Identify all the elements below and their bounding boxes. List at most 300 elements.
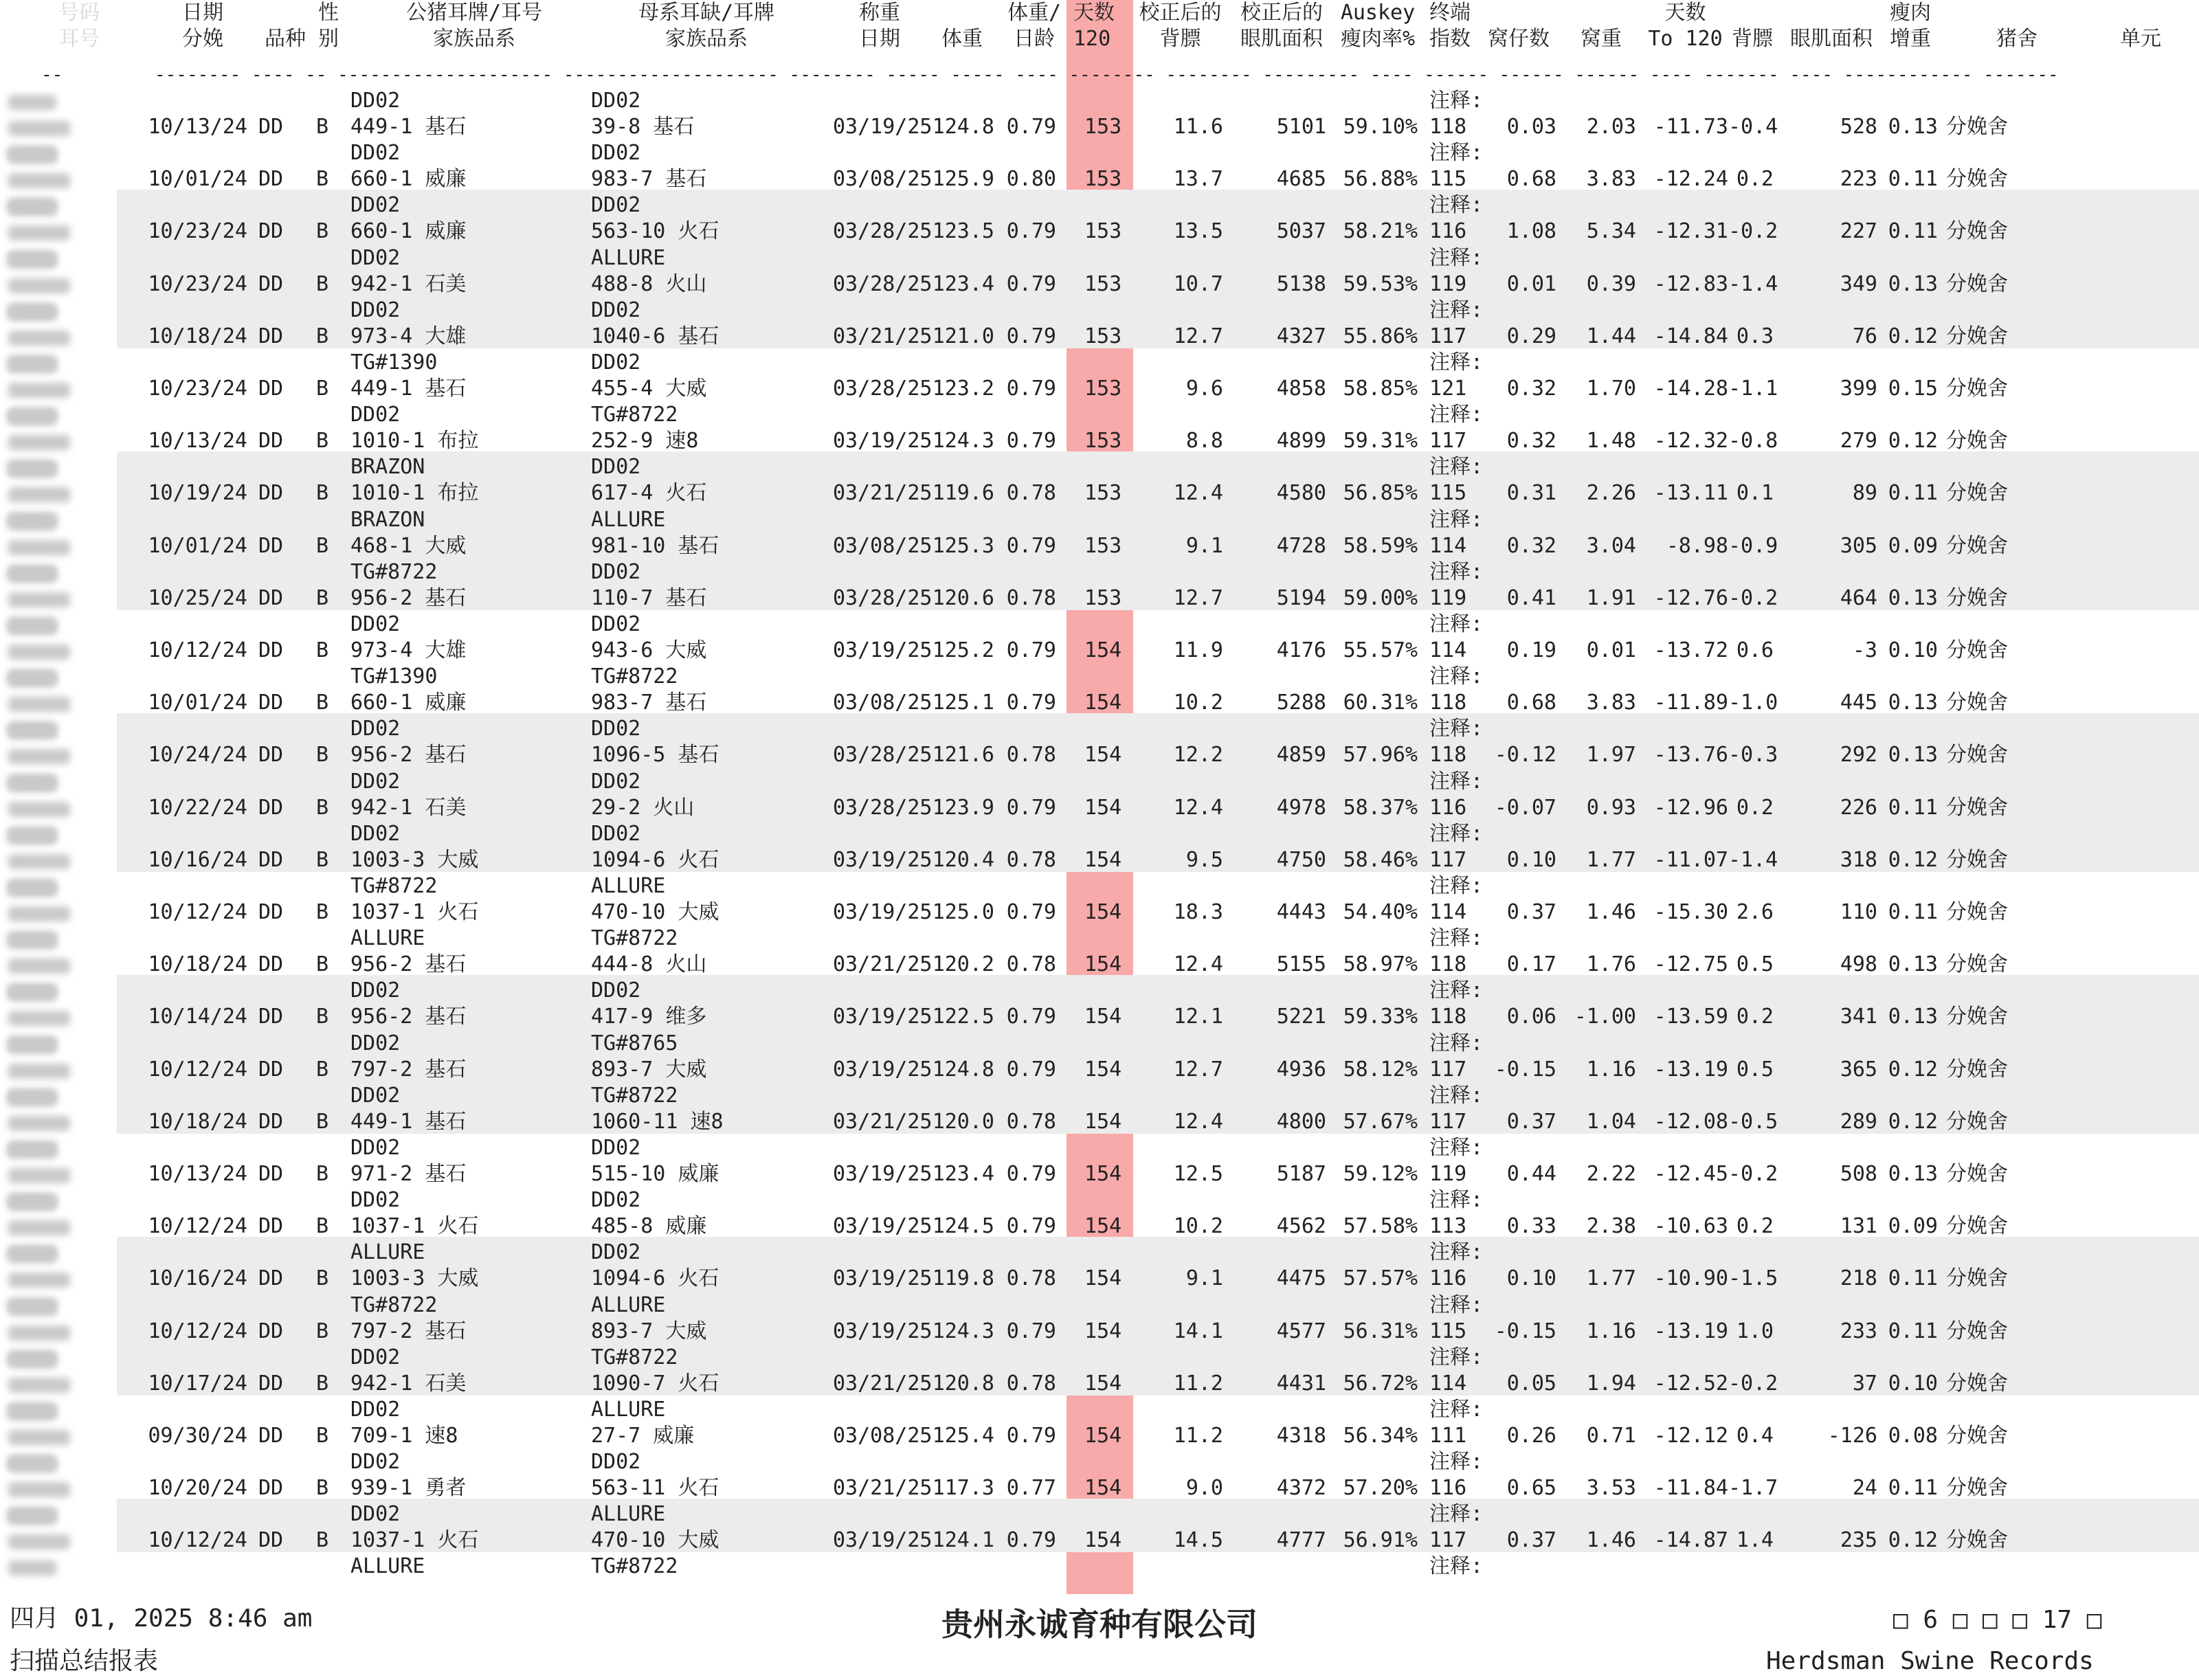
- cell-lean-pct: 60.31%: [1343, 691, 1418, 715]
- cell-terminal-index: 118: [1429, 115, 1467, 139]
- cell-dam-id: 893-7 大威: [591, 1057, 707, 1082]
- cell-lean-pct: 58.21%: [1343, 219, 1418, 243]
- cell-note-label: 注释:: [1429, 1240, 1484, 1264]
- cell-breed: DD: [258, 1214, 284, 1238]
- cell-weight: 122.5: [932, 1005, 994, 1029]
- cell-terminal-index: 116: [1429, 219, 1467, 243]
- cell-dam-id: 39-8 基石: [591, 115, 695, 139]
- cell-loin-area-2: 235: [1840, 1528, 1877, 1552]
- cell-sex: B: [316, 743, 329, 767]
- cell-sire-line: TG#8722: [350, 1293, 438, 1317]
- cell-weight: 125.4: [932, 1424, 994, 1448]
- cell-litter-weight: 0.93: [1586, 796, 1636, 820]
- cell-note-label: 注释:: [1429, 978, 1484, 1003]
- cell-backfat: 12.4: [1173, 1110, 1223, 1134]
- cell-adg: 0.79: [1006, 377, 1056, 401]
- cell-barn: 分娩舍: [1946, 743, 2008, 767]
- cell-litter-count: 0.41: [1506, 586, 1556, 610]
- cell-breed: DD: [258, 848, 284, 872]
- redacted-id: [8, 985, 56, 1000]
- cell-note-label: 注释:: [1429, 508, 1484, 532]
- redacted-id: [8, 854, 70, 869]
- cell-sex: B: [316, 481, 329, 505]
- cell-days-120: 153: [1084, 219, 1122, 243]
- cell-to-120: -13.76: [1653, 743, 1728, 767]
- redacted-id: [8, 1168, 70, 1183]
- cell-lean-pct: 57.57%: [1343, 1266, 1418, 1290]
- cell-terminal-index: 117: [1429, 1057, 1467, 1082]
- cell-birth-date: 10/13/24: [148, 429, 247, 453]
- cell-breed: DD: [258, 638, 284, 662]
- redacted-id: [8, 1116, 70, 1131]
- cell-barn: 分娩舍: [1946, 324, 2008, 348]
- cell-terminal-index: 116: [1429, 1476, 1467, 1500]
- cell-adg: 0.79: [1006, 1057, 1056, 1082]
- cell-adg: 0.78: [1006, 586, 1056, 610]
- cell-loin-area: 5138: [1276, 272, 1326, 296]
- cell-backfat: 14.1: [1173, 1319, 1223, 1343]
- cell-lean-gain: 0.12: [1888, 848, 1938, 872]
- cell-dam-id: 1096-5 基石: [591, 743, 719, 767]
- header-dam-2: 家族品系: [665, 27, 748, 51]
- cell-dam-line: TG#8722: [591, 1554, 678, 1578]
- cell-to-120: -12.31: [1653, 219, 1728, 243]
- cell-weigh-date: 03/19/25: [833, 1005, 933, 1029]
- cell-sex: B: [316, 952, 329, 976]
- cell-litter-weight: 3.53: [1586, 1476, 1636, 1500]
- cell-to-120: -15.30: [1653, 900, 1728, 924]
- header-sire-1: 公猪耳牌/耳号: [405, 1, 543, 25]
- cell-lean-pct: 58.97%: [1343, 952, 1418, 976]
- cell-weigh-date: 03/08/25: [833, 534, 933, 558]
- redacted-id: [8, 461, 56, 476]
- cell-barn: 分娩舍: [1946, 1528, 2008, 1552]
- cell-litter-weight: 1.46: [1586, 900, 1636, 924]
- cell-litter-weight: 1.97: [1586, 743, 1636, 767]
- cell-lean-gain: 0.12: [1888, 324, 1938, 348]
- redacted-id: [8, 1273, 70, 1288]
- cell-adg: 0.78: [1006, 1266, 1056, 1290]
- cell-lean-pct: 56.91%: [1343, 1528, 1418, 1552]
- cell-loin-area: 5194: [1276, 586, 1326, 610]
- cell-backfat-2: -0.2: [1728, 1162, 1778, 1186]
- report-page: 号码 耳号 日期 分娩 品种 性 别 公猪耳牌/耳号 家族品系 母系耳缺/耳牌 家族品系 称重 日期 体重 体重/ 日龄 天数 120 校正后的 背膘 校正后的 眼肌面积 Auskey 瘦肉率% 终端 指数 窝仔数 窝重 天数 To 120 背膘 眼肌面积 瘦肉 增重 猪舍 单元 -- -------- ---- -- -------------------- -------------------- -------- ----- ----- ---- -------- -------- --------- ---- ------ ------ ------ ---- ------- ---- ------------ ------- 10/13/24 DD B DD02 449-1 基石 DD02 39-8 基石 03/19/25 124.8 0.79 153 11.6 5101 59.10% 注释: 118 0.03 2.03 -11.73 -0.4 528 0.13 分娩舍 10/01/24 DD B DD02 660-1 威廉 DD02 983-7 基石 03/08/25 125.9 0.80 153 13.7 4685 56.88% 注释: 115 0.68 3.83 -12.24 0.2 223 0.11 分娩舍 10/23/24 DD B DD02 660-1 威廉 DD02 563-10 火石 03/28/25 123.5 0.79 153 13.5 5037 58.21% 注释: 116 1.08 5.34 -12.31 -0.2 227 0.11 分娩舍 10/23/24 DD B DD02 942-1 石美 ALLURE 488-8 火山 03/28/25 123.4 0.79 153 10.7 5138 59.53% 注释: 119 0.01 0.39 -12.83 -1.4 349 0.13 分娩舍 10/18/24 DD B DD02 973-4 大雄 DD02 1040-6 基石 03/21/25 121.0 0.79 153 12.7 4327 55.86% 注释: 117 0.29 1.44 -14.84 0.3 76 0.12 分娩舍 10/23/24 DD B TG#1390 449-1 基石 DD02 455-4 大威 03/28/25 123.2 0.79 153 9.6 4858 58.85% 注释: 121 0.32 1.70 -14.28 -1.1 399 0.15 分娩舍 10/13/24 DD B DD02 1010-1 布拉 TG#8722 252-9 速8 03/19/25 124.3 0.79 153 8.8 4899 59.31% 注释: 117 0.32 1.48 -12.32 -0.8 279 0.12 分娩舍 10/19/24 DD B BRAZON 1010-1 布拉 DD02 617-4 火石 03/21/25 119.6 0.78 153 12.4 4580 56.85% 注释: 115 0.31 2.26 -13.11 0.1 89 0.11 分娩舍 10/01/24 DD B BRAZON 468-1 大威 ALLURE 981-10 基石 03/08/25 125.3 0.79 153 9.1 4728 58.59% 注释: 114 0.32 3.04 -8.98 -0.9 305 0.09 分娩舍 10/25/24 DD B TG#8722 956-2 基石 DD02 110-7 基石 03/28/25 120.6 0.78 153 12.7 5194 59.00% 注释: 119 0.41 1.91 -12.76 -0.2 464 0.13 分娩舍 10/12/24 DD B DD02 973-4 大雄 DD02 943-6 大威 03/19/25 125.2 0.79 154 11.9 4176 55.57% 注释: 114 0.19 0.01 -13.72 0.6 -3 0.10 分娩舍 10/01/24 DD B TG#1390 660-1 威廉 TG#8722 983-7 基石 03/08/25 125.1 0.79 154 10.2 5288 60.31% 注释: 118 0.68 3.83 -11.89 -1.0 445 0.13 分娩舍 10/24/24 DD B DD02 956-2 基石 DD02 1096-5 基石 03/28/25 121.6 0.78 154 12.2 4859 57.96% 注释: 118 -0.12 1.97 -13.76 -0.3 292 0.13 分娩舍 10/22/24 DD B DD02 942-1 石美 DD02 29-2 火山 03/28/25 123.9 0.79 154 12.4 4978 58.37% 注释: 116 -0.07 0.93 -12.96 0.2 226 0.11 分娩舍 10/16/24 DD B DD02 1003-3 大威 DD02 1094-6 火石 03/19/25 120.4 0.78 154 9.5 4750 58.46% 注释: 117 0.10 1.77 -11.07 -1.4 318 0.12 分娩舍 10/12/24 DD B TG#8722 1037-1 火石 ALLURE 470-10 大威 03/19/25 125.0 0.79 154 18.3 4443 54.40% 注释: 114 0.37 1.46 -15.30 2.6 110 0.11 分娩舍 10/18/24 DD B ALLURE 956-2 基石 TG#8722 444-8 火山 03/21/25 120.2 0.78 154 12.4 5155 58.97% 注释: 118 0.17 1.76 -12.75 0.5 498 0.13 分娩舍 10/14/24 DD B DD02 956-2 基石 DD02 417-9 维多 03/19/25 122.5 0.79 154 12.1 5221 59.33% 注释: 118 0.06 -1.00 -13.59 0.2 341 0.13 分娩舍 10/12/24 DD B DD02 797-2 基石 TG#8765 893-7 大威 03/19/25 124.8 0.79 154 12.7 4936 58.12% 注释: 117 -0.15 1.16 -13.19 0.5 365 0.12 分娩舍 10/18/24 DD B DD02 449-1 基石 TG#8722 1060-11 速8 03/21/25 120.0 0.78 154 12.4 4800 57.67% 注释: 117 0.37 1.04 -12.08 -0.5 289 0.12 分娩舍 10/13/24 DD B DD02 971-2 基石 DD02 515-10 威廉 03/19/25 123.4 0.79 154 12.5 5187 59.12% 注释: 119 0.44 2.22 -12.45 -0.2 508 0.13 分娩舍 10/12/24 DD B DD02 1037-1 火石 DD02 485-8 威廉 03/19/25 124.5 0.79 154 10.2 4562 57.58% 注释: 113 0.33 2.38 -10.63 0.2 131 0.09 分娩舍 10/16/24 DD B ALLURE 1003-3 大威 DD02 1094-6 火石 03/19/25 119.8 0.78 154 9.1 4475 57.57% 注释: 116 0.10 1.77 -10.90 -1.5 218 0.11 分娩舍 10/12/24 DD B TG#8722 797-2 基石 ALLURE 893-7 大威 03/19/25 124.3 0.79 154 14.1 4577 56.31% 注释: 115 -0.15 1.16 -13.19 1.0 233 0.11 分娩舍 10/17/24 DD B DD02 942-1 石美 TG#8722 1090-7 火石 03/21/25 120.8 0.78 154 11.2 4431 56.72% 注释: 114 0.05 1.94 -12.52 -0.2 37 0.10 分娩舍 09/30/24 DD B DD02 709-1 速8 ALLURE 27-7 威廉 03/08/25 125.4 0.79 154 11.2 4318 56.34% 注释: 111 0.26 0.71 -12.12 0.4 -126 0.08 分娩舍 10/20/24 DD B DD02 939-1 勇者 DD02 563-11 火石 03/21/25 117.3 0.77 154 9.0 4372 57.20% 注释: 116 0.65 3.53 -11.84 -1.7 24 0.11 分娩舍 10/12/24 DD B DD02 1037-1 火石 ALLURE 470-10 大威 03/19/25 124.1 0.79 154 14.5 4777 56.91% 注释: 117 0.37 1.46 -14.87 1.4 235 0.12 分娩舍 ALLURE TG#8722 注释: 四月 01, 2025 8:46 am 扫描总结报表 贵州永诚育种有限公司 □ 6 □ □ □ 17 □ Herdsman Swine Records: [0, 0, 2199, 1680]
- cell-terminal-index: 114: [1429, 900, 1467, 924]
- cell-litter-weight: 1.16: [1586, 1319, 1636, 1343]
- cell-dam-line: DD02: [591, 298, 641, 322]
- cell-loin-area-2: 110: [1840, 900, 1877, 924]
- cell-sire-line: TG#1390: [350, 350, 438, 374]
- header-adg-2: 日龄: [1014, 27, 1055, 51]
- cell-loin-area: 4750: [1276, 848, 1326, 872]
- cell-weigh-date: 03/19/25: [833, 900, 933, 924]
- cell-weigh-date: 03/21/25: [833, 1476, 933, 1500]
- cell-birth-date: 10/17/24: [148, 1371, 247, 1396]
- header-adg-1: 体重/: [1007, 1, 1062, 25]
- cell-birth-date: 09/30/24: [148, 1424, 247, 1448]
- cell-birth-date: 10/01/24: [148, 534, 247, 558]
- cell-backfat: 9.6: [1185, 377, 1223, 401]
- cell-litter-count: 0.17: [1506, 952, 1556, 976]
- cell-weigh-date: 03/19/25: [833, 115, 933, 139]
- cell-litter-weight: 3.04: [1586, 534, 1636, 558]
- redacted-id: [8, 1194, 56, 1209]
- cell-backfat-2: -1.7: [1728, 1476, 1778, 1500]
- cell-loin-area-2: 464: [1840, 586, 1877, 610]
- cell-sex: B: [316, 167, 329, 191]
- cell-lean-pct: 54.40%: [1343, 900, 1418, 924]
- software-name: Herdsman Swine Records: [1766, 1647, 2094, 1675]
- redacted-id: [8, 1404, 56, 1419]
- cell-note-label: 注释:: [1429, 246, 1484, 270]
- cell-loin-area-2: 227: [1840, 219, 1877, 243]
- header-terminal-2: 指数: [1429, 27, 1471, 51]
- cell-lean-pct: 56.31%: [1343, 1319, 1418, 1343]
- cell-birth-date: 10/20/24: [148, 1476, 247, 1500]
- cell-weigh-date: 03/28/25: [833, 272, 933, 296]
- cell-barn: 分娩舍: [1946, 1476, 2008, 1500]
- cell-lean-pct: 58.46%: [1343, 848, 1418, 872]
- cell-sire-line: DD02: [350, 193, 401, 217]
- cell-breed: DD: [258, 534, 284, 558]
- cell-backfat: 13.7: [1173, 167, 1223, 191]
- cell-days-120: 154: [1084, 1057, 1122, 1082]
- redacted-id: [8, 1011, 70, 1026]
- cell-sire-line: TG#1390: [350, 664, 438, 688]
- cell-terminal-index: 118: [1429, 952, 1467, 976]
- cell-dam-line: ALLURE: [591, 1398, 666, 1422]
- redacted-id: [8, 1064, 70, 1079]
- cell-breed: DD: [258, 115, 284, 139]
- redacted-id: [8, 1299, 56, 1314]
- cell-lean-pct: 59.31%: [1343, 429, 1418, 453]
- cell-loin-area-2: 37: [1852, 1371, 1877, 1396]
- redacted-id: [8, 331, 70, 346]
- cell-days-120: 154: [1084, 1266, 1122, 1290]
- cell-loin-area: 4800: [1276, 1110, 1326, 1134]
- cell-dam-line: ALLURE: [591, 508, 666, 532]
- cell-sire-id: 660-1 威廉: [350, 219, 467, 243]
- cell-days-120: 153: [1084, 481, 1122, 505]
- cell-terminal-index: 117: [1429, 848, 1467, 872]
- cell-sire-id: 797-2 基石: [350, 1057, 467, 1082]
- cell-dam-id: 417-9 维多: [591, 1005, 707, 1029]
- cell-sire-line: DD02: [350, 298, 401, 322]
- cell-sire-id: 709-1 速8: [350, 1424, 458, 1448]
- cell-lean-gain: 0.12: [1888, 1110, 1938, 1134]
- redacted-id: [8, 1508, 56, 1523]
- cell-breed: DD: [258, 219, 284, 243]
- cell-adg: 0.79: [1006, 219, 1056, 243]
- cell-backfat-2: -1.0: [1728, 691, 1778, 715]
- cell-sire-id: 1003-3 大威: [350, 848, 479, 872]
- cell-lean-pct: 57.58%: [1343, 1214, 1418, 1238]
- header-weighdate-2: 日期: [859, 27, 900, 51]
- cell-sire-id: 1037-1 火石: [350, 900, 479, 924]
- redacted-id: [8, 1456, 56, 1471]
- cell-loin-area-2: 289: [1840, 1110, 1877, 1134]
- cell-weight: 121.6: [932, 743, 994, 767]
- cell-litter-weight: 1.77: [1586, 1266, 1636, 1290]
- cell-days-120: 154: [1084, 1424, 1122, 1448]
- cell-sex: B: [316, 429, 329, 453]
- cell-dam-id: 1094-6 火石: [591, 848, 719, 872]
- cell-lean-gain: 0.13: [1888, 586, 1938, 610]
- cell-loin-area-2: 445: [1840, 691, 1877, 715]
- cell-birth-date: 10/12/24: [148, 1057, 247, 1082]
- cell-backfat-2: -0.4: [1728, 115, 1778, 139]
- cell-birth-date: 10/19/24: [148, 481, 247, 505]
- cell-backfat-2: -0.2: [1728, 586, 1778, 610]
- redacted-id: [8, 1352, 56, 1367]
- redacted-id: [8, 514, 56, 529]
- cell-backfat-2: 0.1: [1736, 481, 1774, 505]
- cell-to-120: -13.19: [1653, 1319, 1728, 1343]
- cell-dam-line: TG#8722: [591, 664, 678, 688]
- cell-to-120: -14.28: [1653, 377, 1728, 401]
- cell-dam-line: DD02: [591, 89, 641, 113]
- cell-loin-area-2: -126: [1827, 1424, 1877, 1448]
- cell-dam-id: 617-4 火石: [591, 481, 707, 505]
- cell-to-120: -12.75: [1653, 952, 1728, 976]
- cell-sex: B: [316, 691, 329, 715]
- cell-weight: 124.8: [932, 1057, 994, 1082]
- cell-dam-id: 1060-11 速8: [591, 1110, 724, 1134]
- cell-breed: DD: [258, 1110, 284, 1134]
- redacted-id: [8, 932, 56, 948]
- cell-backfat-2: -0.2: [1728, 219, 1778, 243]
- cell-litter-weight: 1.16: [1586, 1057, 1636, 1082]
- cell-adg: 0.79: [1006, 1005, 1056, 1029]
- cell-backfat: 12.5: [1173, 1162, 1223, 1186]
- cell-sire-id: 942-1 石美: [350, 272, 467, 296]
- cell-terminal-index: 121: [1429, 377, 1467, 401]
- cell-adg: 0.79: [1006, 796, 1056, 820]
- cell-note-label: 注释:: [1429, 1450, 1484, 1474]
- cell-loin-area-2: 223: [1840, 167, 1877, 191]
- cell-sire-id: 956-2 基石: [350, 1005, 467, 1029]
- header-loin2: 眼肌面积: [1790, 27, 1873, 51]
- cell-litter-count: 0.37: [1506, 1110, 1556, 1134]
- cell-backfat-2: -1.4: [1728, 272, 1778, 296]
- cell-lean-gain: 0.13: [1888, 743, 1938, 767]
- cell-dam-line: DD02: [591, 1450, 641, 1474]
- cell-loin-area: 4431: [1276, 1371, 1326, 1396]
- cell-barn: 分娩舍: [1946, 1005, 2008, 1029]
- cell-terminal-index: 114: [1429, 1371, 1467, 1396]
- cell-weight: 123.9: [932, 796, 994, 820]
- cell-litter-count: 0.32: [1506, 429, 1556, 453]
- cell-sire-line: DD02: [350, 403, 401, 427]
- cell-backfat: 11.2: [1173, 1371, 1223, 1396]
- cell-adg: 0.78: [1006, 481, 1056, 505]
- cell-barn: 分娩舍: [1946, 219, 2008, 243]
- cell-to-120: -12.52: [1653, 1371, 1728, 1396]
- cell-backfat: 10.2: [1173, 1214, 1223, 1238]
- cell-adg: 0.78: [1006, 952, 1056, 976]
- cell-loin-area: 4580: [1276, 481, 1326, 505]
- cell-birth-date: 10/23/24: [148, 272, 247, 296]
- cell-litter-count: 0.06: [1506, 1005, 1556, 1029]
- cell-litter-weight: 1.46: [1586, 1528, 1636, 1552]
- cell-breed: DD: [258, 952, 284, 976]
- cell-sire-id: 797-2 基石: [350, 1319, 467, 1343]
- header-loin-2: 眼肌面积: [1240, 27, 1323, 51]
- cell-sire-line: ALLURE: [350, 1554, 425, 1578]
- cell-weight: 124.1: [932, 1528, 994, 1552]
- cell-sex: B: [316, 115, 329, 139]
- cell-litter-count: 0.33: [1506, 1214, 1556, 1238]
- cell-barn: 分娩舍: [1946, 848, 2008, 872]
- cell-loin-area: 5037: [1276, 219, 1326, 243]
- cell-backfat-2: 0.2: [1736, 167, 1774, 191]
- header-sex-2: 别: [318, 27, 339, 51]
- cell-to-120: -11.84: [1653, 1476, 1728, 1500]
- cell-litter-count: 0.10: [1506, 1266, 1556, 1290]
- cell-sex: B: [316, 586, 329, 610]
- cell-adg: 0.78: [1006, 1110, 1056, 1134]
- cell-sex: B: [316, 1214, 329, 1238]
- cell-adg: 0.79: [1006, 1162, 1056, 1186]
- cell-litter-count: 0.01: [1506, 272, 1556, 296]
- cell-days-120: 154: [1084, 638, 1122, 662]
- cell-breed: DD: [258, 691, 284, 715]
- cell-litter-weight: -1.00: [1574, 1005, 1636, 1029]
- cell-litter-weight: 1.44: [1586, 324, 1636, 348]
- cell-breed: DD: [258, 481, 284, 505]
- cell-litter-weight: 2.38: [1586, 1214, 1636, 1238]
- redacted-id: [8, 802, 70, 817]
- cell-birth-date: 10/12/24: [148, 900, 247, 924]
- cell-note-label: 注释:: [1429, 350, 1484, 374]
- cell-weigh-date: 03/28/25: [833, 796, 933, 820]
- report-title: 扫描总结报表: [10, 1647, 159, 1675]
- cell-loin-area-2: 233: [1840, 1319, 1877, 1343]
- cell-weigh-date: 03/21/25: [833, 952, 933, 976]
- cell-lean-pct: 56.85%: [1343, 481, 1418, 505]
- cell-lean-gain: 0.13: [1888, 1162, 1938, 1186]
- redacted-id: [8, 1038, 56, 1053]
- cell-adg: 0.79: [1006, 1424, 1056, 1448]
- cell-breed: DD: [258, 1005, 284, 1029]
- cell-breed: DD: [258, 324, 284, 348]
- cell-note-label: 注释:: [1429, 89, 1484, 113]
- cell-sex: B: [316, 1319, 329, 1343]
- cell-terminal-index: 115: [1429, 1319, 1467, 1343]
- cell-dam-line: DD02: [591, 193, 641, 217]
- cell-loin-area-2: -3: [1852, 638, 1877, 662]
- cell-backfat-2: 0.2: [1736, 1005, 1774, 1029]
- cell-terminal-index: 117: [1429, 1110, 1467, 1134]
- header-barn: 猪舍: [1996, 27, 2038, 51]
- cell-backfat-2: 0.6: [1736, 638, 1774, 662]
- cell-sex: B: [316, 1162, 329, 1186]
- cell-sire-line: TG#8722: [350, 560, 438, 584]
- cell-dam-id: 515-10 威廉: [591, 1162, 719, 1186]
- cell-to-120: -8.98: [1666, 534, 1728, 558]
- redacted-id: [8, 723, 56, 738]
- cell-lean-gain: 0.12: [1888, 1057, 1938, 1082]
- cell-days-120: 154: [1084, 848, 1122, 872]
- cell-weight: 124.5: [932, 1214, 994, 1238]
- cell-terminal-index: 119: [1429, 586, 1467, 610]
- cell-loin-area-2: 305: [1840, 534, 1877, 558]
- cell-birth-date: 10/13/24: [148, 1162, 247, 1186]
- cell-loin-area: 4176: [1276, 638, 1326, 662]
- cell-litter-count: 0.03: [1506, 115, 1556, 139]
- cell-lean-gain: 0.09: [1888, 1214, 1938, 1238]
- cell-backfat: 18.3: [1173, 900, 1223, 924]
- cell-backfat-2: -1.1: [1728, 377, 1778, 401]
- header-leangain-1: 瘦肉: [1890, 1, 1931, 25]
- cell-sire-id: 956-2 基石: [350, 586, 467, 610]
- cell-weigh-date: 03/08/25: [833, 691, 933, 715]
- cell-litter-weight: 5.34: [1586, 219, 1636, 243]
- cell-terminal-index: 118: [1429, 1005, 1467, 1029]
- cell-to-120: -11.07: [1653, 848, 1728, 872]
- cell-sire-id: 971-2 基石: [350, 1162, 467, 1186]
- cell-sex: B: [316, 900, 329, 924]
- header-days-1: 天数: [1073, 1, 1115, 25]
- cell-barn: 分娩舍: [1946, 1266, 2008, 1290]
- cell-backfat-2: 0.5: [1736, 952, 1774, 976]
- cell-dam-line: DD02: [591, 1136, 641, 1160]
- cell-dam-line: TG#8722: [591, 1084, 678, 1108]
- header-leangain-2: 增重: [1890, 27, 1931, 51]
- cell-backfat: 12.4: [1173, 952, 1223, 976]
- cell-birth-date: 10/12/24: [148, 638, 247, 662]
- cell-litter-weight: 2.22: [1586, 1162, 1636, 1186]
- cell-backfat-2: 0.2: [1736, 1214, 1774, 1238]
- cell-weigh-date: 03/28/25: [833, 586, 933, 610]
- cell-weigh-date: 03/21/25: [833, 481, 933, 505]
- cell-breed: DD: [258, 586, 284, 610]
- cell-breed: DD: [258, 1528, 284, 1552]
- cell-breed: DD: [258, 272, 284, 296]
- cell-adg: 0.79: [1006, 429, 1056, 453]
- cell-dam-line: DD02: [591, 1240, 641, 1264]
- cell-dam-line: DD02: [591, 978, 641, 1003]
- cell-dam-line: DD02: [591, 770, 641, 794]
- cell-birth-date: 10/18/24: [148, 952, 247, 976]
- cell-weigh-date: 03/28/25: [833, 219, 933, 243]
- cell-note-label: 注释:: [1429, 298, 1484, 322]
- cell-breed: DD: [258, 796, 284, 820]
- cell-to-120: -13.19: [1653, 1057, 1728, 1082]
- cell-dam-line: DD02: [591, 612, 641, 636]
- cell-weigh-date: 03/19/25: [833, 638, 933, 662]
- cell-sire-line: DD02: [350, 1084, 401, 1108]
- cell-loin-area: 4777: [1276, 1528, 1326, 1552]
- cell-sire-line: ALLURE: [350, 926, 425, 950]
- cell-days-120: 154: [1084, 900, 1122, 924]
- cell-sire-id: 1003-3 大威: [350, 1266, 479, 1290]
- cell-barn: 分娩舍: [1946, 481, 2008, 505]
- cell-breed: DD: [258, 1371, 284, 1396]
- cell-sex: B: [316, 1476, 329, 1500]
- cell-backfat: 12.2: [1173, 743, 1223, 767]
- cell-note-label: 注释:: [1429, 612, 1484, 636]
- cell-lean-gain: 0.09: [1888, 534, 1938, 558]
- cell-barn: 分娩舍: [1946, 1162, 2008, 1186]
- cell-backfat: 11.6: [1173, 115, 1223, 139]
- cell-to-120: -13.72: [1653, 638, 1728, 662]
- cell-sire-line: DD02: [350, 770, 401, 794]
- cell-dam-line: ALLURE: [591, 1293, 666, 1317]
- cell-sex: B: [316, 1110, 329, 1134]
- cell-barn: 分娩舍: [1946, 1371, 2008, 1396]
- cell-backfat-2: 0.2: [1736, 796, 1774, 820]
